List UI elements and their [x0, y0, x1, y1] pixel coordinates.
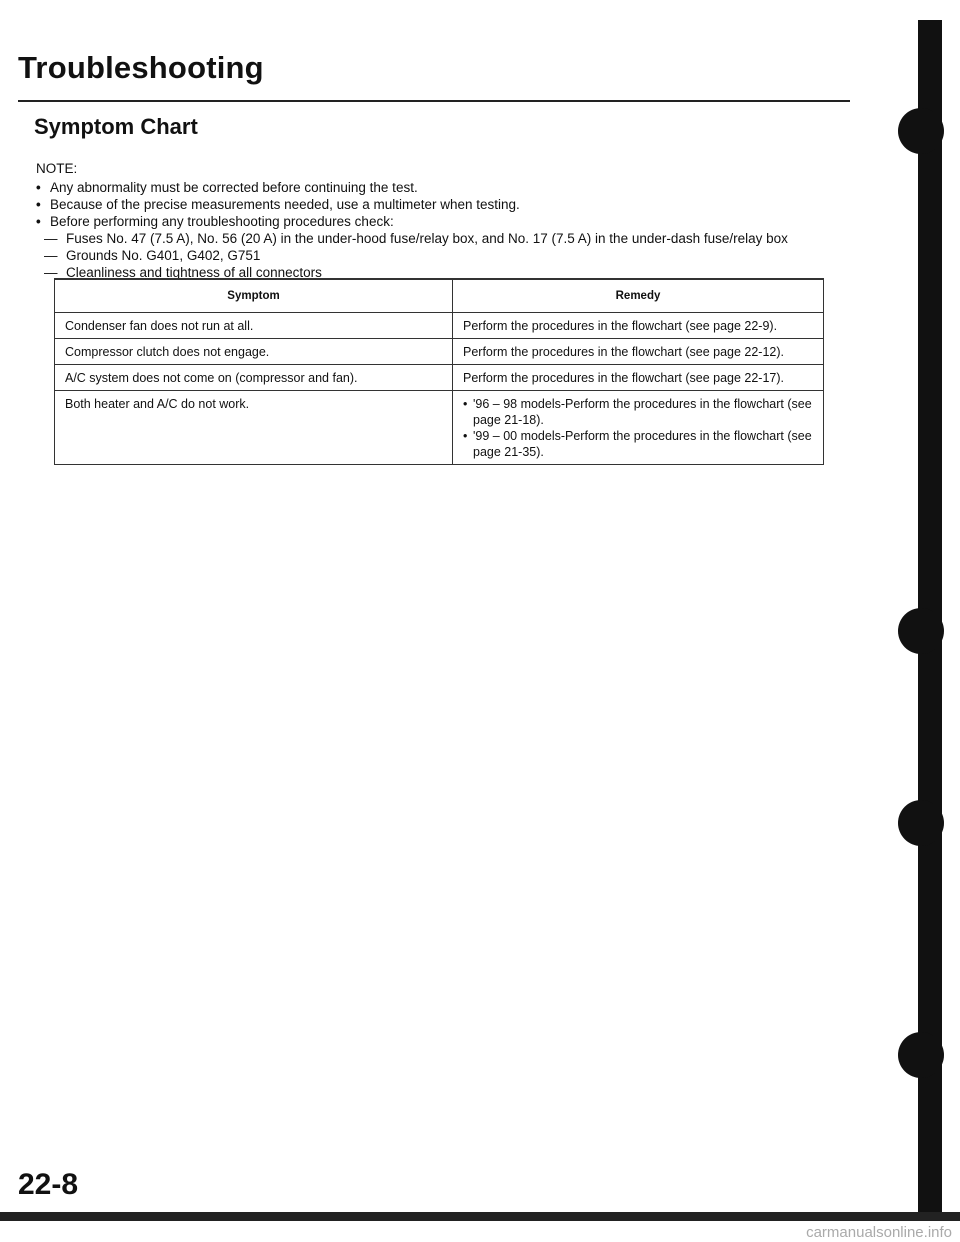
table-header-row	[55, 279, 824, 313]
note-bullet-text: Before performing any troubleshooting procedures check:	[50, 214, 394, 229]
dash-icon: —	[44, 231, 58, 246]
remedy-cell: Perform the procedures in the flowchart (see page 22-17).	[453, 365, 824, 391]
symptom-cell: Compressor clutch does not engage.	[55, 339, 453, 365]
bullet-dot-icon: •	[36, 180, 41, 195]
dash-icon: —	[44, 248, 58, 263]
remedy-bullet	[463, 428, 815, 460]
section-tab-marker	[898, 1032, 944, 1078]
symptom-cell: Both heater and A/C do not work.	[55, 391, 453, 465]
symptom-chart-table	[54, 278, 824, 465]
remedy-bullet-text: '99 – 00 models-Perform the procedures in the flowchart (see page 21-35).	[473, 429, 812, 459]
check-item-text: Grounds No. G401, G402, G751	[66, 248, 261, 263]
check-item	[36, 247, 836, 264]
section-tab-marker	[898, 608, 944, 654]
bullet-dot-icon: •	[463, 397, 468, 411]
column-header-remedy: Remedy	[453, 279, 824, 313]
title-rule	[18, 100, 850, 102]
note-bullet-text: Any abnormality must be corrected before continuing the test.	[50, 180, 418, 195]
remedy-cell	[453, 391, 824, 465]
section-tab-marker	[898, 800, 944, 846]
page-title: Troubleshooting	[18, 50, 264, 85]
remedy-cell: Perform the procedures in the flowchart (see page 22-9).	[453, 313, 824, 339]
table-row	[55, 391, 824, 465]
column-header-symptom: Symptom	[55, 279, 453, 313]
bottom-rule	[0, 1212, 960, 1221]
remedy-cell: Perform the procedures in the flowchart (see page 22-12).	[453, 339, 824, 365]
note-bullet	[36, 179, 836, 196]
check-item-text: Fuses No. 47 (7.5 A), No. 56 (20 A) in the under-hood fuse/relay box, and No. 17 (7.5 A) in the under-dash fuse/relay box	[66, 231, 788, 246]
symptom-cell: Condenser fan does not run at all.	[55, 313, 453, 339]
note-block	[36, 160, 836, 281]
section-tab-marker	[898, 108, 944, 154]
section-title: Symptom Chart	[34, 114, 198, 139]
bullet-dot-icon: •	[36, 197, 41, 212]
note-bullet-text: Because of the precise measurements needed, use a multimeter when testing.	[50, 197, 520, 212]
note-bullet	[36, 213, 836, 230]
check-item	[36, 230, 836, 247]
remedy-bullet	[463, 396, 815, 428]
table-row	[55, 313, 824, 339]
check-item-text: Cleanliness and tightness of all connectors	[66, 265, 322, 280]
remedy-bullet-text: '96 – 98 models-Perform the procedures in the flowchart (see page 21-18).	[473, 397, 812, 427]
table-row	[55, 339, 824, 365]
note-label: NOTE:	[36, 161, 78, 176]
table-row	[55, 365, 824, 391]
watermark: carmanualsonline.info	[806, 1224, 952, 1241]
note-bullet	[36, 196, 836, 213]
symptom-cell: A/C system does not come on (compressor and fan).	[55, 365, 453, 391]
dash-icon: —	[44, 265, 58, 280]
bullet-dot-icon: •	[36, 214, 41, 229]
bullet-dot-icon: •	[463, 429, 468, 443]
page-number: 22-8	[18, 1168, 79, 1201]
